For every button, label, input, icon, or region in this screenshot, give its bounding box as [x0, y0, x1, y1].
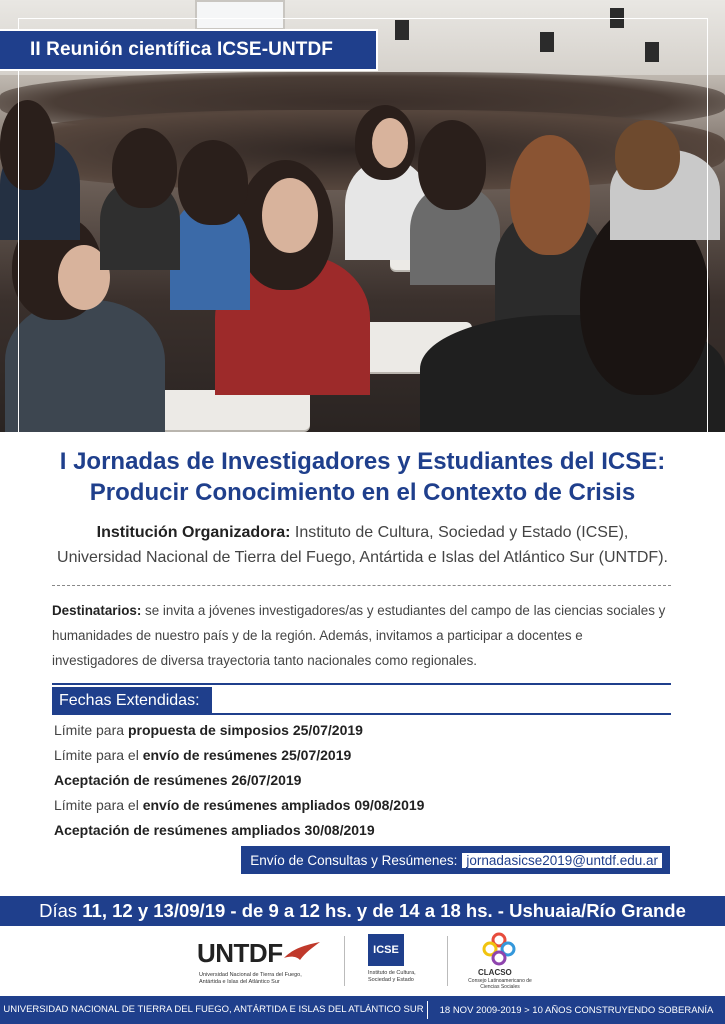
- organizer-info: [40, 520, 685, 570]
- footer-anniversary: 18 NOV 2009-2019 > 10 AÑOS CONSTRUYENDO SOBERANÍA: [439, 1004, 714, 1016]
- student-hair: [615, 120, 680, 190]
- clacso-logo: [463, 932, 543, 994]
- clacso-logo-subtitle: Consejo Latinoamericano de Ciencias Sociales: [468, 978, 532, 990]
- clacso-flower-icon: [481, 932, 517, 966]
- dates-rule: [52, 713, 671, 715]
- days-detail: 11, 12 y 13/09/19 - de 9 a 12 hs. y de 14 a 18 hs. - Ushuaia/Río Grande: [82, 900, 686, 921]
- classroom-window: [195, 0, 285, 30]
- photo-frame: [707, 18, 708, 432]
- photo-frame: [18, 18, 707, 19]
- event-banner-title: II Reunión científica ICSE-UNTDF: [0, 29, 378, 71]
- footer-university: UNIVERSIDAD NACIONAL DE TIERRA DEL FUEGO, ANTÁRTIDA E ISLAS DEL ATLÁNTICO SUR: [0, 1001, 428, 1019]
- photo-frame: [18, 18, 19, 432]
- recipients-text: se invita a jóvenes investigadores/as y estudiantes del campo de las ciencias sociales y humanidades de nuestro país y de la región. Además, invitamos a participar a docentes e investigadores de diversa trayectoria tanto nacionales como regionales.: [52, 603, 666, 668]
- recipients-label: Destinatarios:: [52, 603, 142, 618]
- main-title-line1: I Jornadas de Investigadores y Estudiantes del ICSE:: [59, 448, 666, 475]
- date-item: Aceptación de resúmenes 26/07/2019: [54, 772, 302, 788]
- date-item: Aceptación de resúmenes ampliados 30/08/2019: [54, 822, 375, 838]
- untdf-logo-text: UNTDF: [197, 938, 283, 968]
- clacso-logo-text: CLACSO: [478, 968, 512, 977]
- untdf-logo: [197, 934, 327, 992]
- logo-separator: [344, 936, 345, 986]
- dates-top-rule: [52, 683, 671, 685]
- event-days-bar: [0, 894, 725, 926]
- student-face: [372, 118, 408, 168]
- untdf-logo-subtitle: Universidad Nacional de Tierra del Fuego, Antártida e Islas del Atlántico Sur: [199, 972, 302, 985]
- main-title: [0, 446, 725, 508]
- dates-heading: Fechas Extendidas:: [52, 687, 212, 714]
- wall-poster: [540, 32, 554, 52]
- main-title-line2: Producir Conocimiento en el Contexto de Crisis: [89, 479, 636, 506]
- recipients-paragraph: [52, 598, 672, 673]
- student-hair: [112, 128, 177, 208]
- date-item: Límite para el envío de resúmenes 25/07/2019: [54, 747, 352, 763]
- student-hair: [0, 100, 55, 190]
- contact-bar: [241, 846, 670, 874]
- student-hair: [178, 140, 248, 225]
- wall-poster: [395, 20, 409, 40]
- student-face: [262, 178, 318, 253]
- contact-label: Envío de Consultas y Resúmenes:: [250, 852, 458, 868]
- student: [5, 300, 165, 432]
- icse-logo-subtitle: Instituto de Cultura, Sociedad y Estado: [368, 970, 416, 983]
- organizer-label: Institución Organizadora:: [96, 524, 291, 541]
- desk: [140, 390, 310, 430]
- footer-bar: [0, 996, 725, 1024]
- dates-list: [54, 718, 654, 843]
- student-hair: [510, 135, 590, 255]
- wall-poster: [645, 42, 659, 62]
- logo-separator: [447, 936, 448, 986]
- bird-icon: [282, 940, 322, 964]
- dotted-divider: [52, 585, 671, 586]
- icse-logo-text: ICSE: [368, 934, 404, 966]
- icse-logo: [366, 934, 446, 992]
- contact-email-link[interactable]: jornadasicse2019@untdf.edu.ar: [462, 853, 662, 868]
- organizer-text: Instituto de Cultura, Sociedad y Estado (ICSE),: [294, 524, 629, 541]
- days-prefix: Días: [39, 900, 78, 921]
- organizer-text-2: Universidad Nacional de Tierra del Fuego, Antártida e Islas del Atlántico Sur (UNTDF).: [57, 549, 668, 566]
- date-item: Límite para el envío de resúmenes ampliados 09/08/2019: [54, 797, 425, 813]
- student-hair: [418, 120, 486, 210]
- date-item: Límite para propuesta de simposios 25/07/2019: [54, 722, 363, 738]
- logos-strip: [0, 926, 725, 996]
